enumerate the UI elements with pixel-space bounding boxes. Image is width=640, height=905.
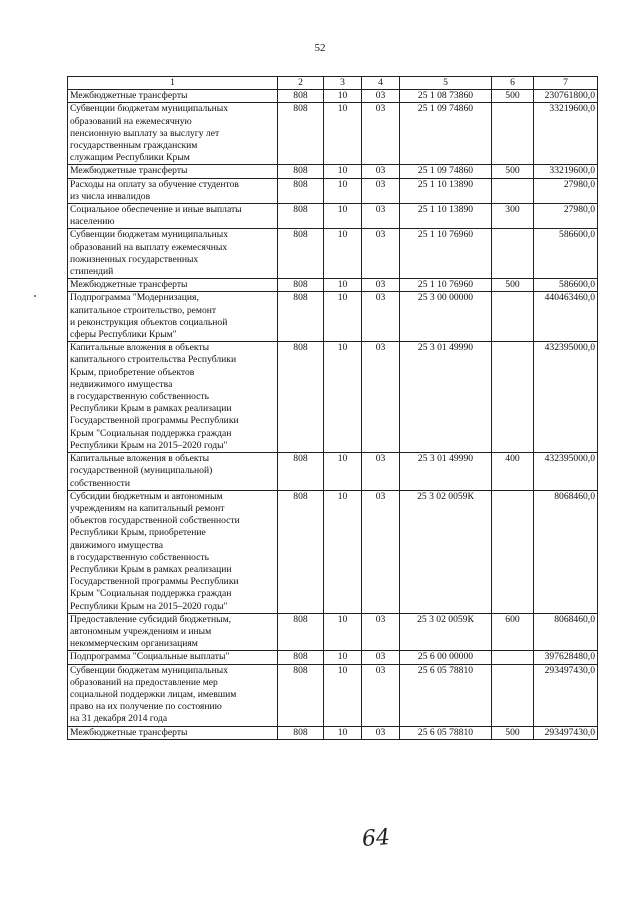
section-code-cell: 10 [324,279,362,292]
ministry-code-cell: 808 [278,664,324,726]
subsection-code-cell: 03 [362,664,400,726]
table-header-row [68,77,598,90]
ministry-code-cell: 808 [278,726,324,739]
target-item-cell: 25 1 09 74860 [400,165,492,178]
ministry-code-cell: 808 [278,490,324,613]
row-name-cell: Капитальные вложения в объекты государственной (муниципальной) собственности [68,453,278,491]
expense-type-cell: 400 [492,453,534,491]
amount-cell: 33219600,0 [534,103,598,165]
amount-cell: 586600,0 [534,279,598,292]
ministry-code-cell: 808 [278,613,324,651]
row-name-cell: Межбюджетные трансферты [68,279,278,292]
row-name-cell: Субсидии бюджетным и автономным учреждениям на капитальный ремонт объектов государственной собственности Республики Крым, приобретение движимого имущества в государственную собственность Республики Крым в рамках реализации Государственной программы Республики Крым "Социальная поддержка граждан Республики Крым на 2015–2020 годы" [68,490,278,613]
target-item-cell: 25 1 08 73860 [400,90,492,103]
target-item-cell: 25 1 09 74860 [400,103,492,165]
budget-table [67,76,598,740]
table-row [68,165,598,178]
column-header-1: 1 [68,77,278,90]
table-row [68,229,598,279]
ministry-code-cell: 808 [278,453,324,491]
column-header-4: 4 [362,77,400,90]
amount-cell: 293497430,0 [534,664,598,726]
subsection-code-cell: 03 [362,103,400,165]
column-header-7: 7 [534,77,598,90]
expense-type-cell: 300 [492,204,534,229]
subsection-code-cell: 03 [362,204,400,229]
amount-cell: 27980,0 [534,178,598,203]
amount-cell: 230761800,0 [534,90,598,103]
subsection-code-cell: 03 [362,178,400,203]
ministry-code-cell: 808 [278,103,324,165]
row-name-cell: Расходы на оплату за обучение студентов из числа инвалидов [68,178,278,203]
amount-cell: 432395000,0 [534,342,598,453]
target-item-cell: 25 3 01 49990 [400,453,492,491]
ministry-code-cell: 808 [278,229,324,279]
column-header-2: 2 [278,77,324,90]
handwritten-page-note: 64 [361,825,391,852]
ministry-code-cell: 808 [278,178,324,203]
table-row [68,178,598,203]
row-name-cell: Капитальные вложения в объекты капитального строительства Республики Крым, приобретение объектов недвижимого имущества в государственную собственность Республики Крым в рамках реализации Государственной программы Республики Крым "Социальная поддержка граждан Республики Крым на 2015–2020 годы" [68,342,278,453]
target-item-cell: 25 3 01 49990 [400,342,492,453]
target-item-cell: 25 3 00 00000 [400,292,492,342]
expense-type-cell: 500 [492,90,534,103]
section-code-cell: 10 [324,165,362,178]
expense-type-cell [492,229,534,279]
expense-type-cell [492,103,534,165]
expense-type-cell [492,490,534,613]
amount-cell: 432395000,0 [534,453,598,491]
row-name-cell: Подпрограмма "Модернизация, капитальное строительство, ремонт и реконструкция объектов социальной сферы Республики Крым" [68,292,278,342]
row-name-cell: Предоставление субсидий бюджетным, автономным учреждениям и иным некоммерческим организациям [68,613,278,651]
page-number: 52 [314,42,326,54]
subsection-code-cell: 03 [362,229,400,279]
section-code-cell: 10 [324,613,362,651]
row-name-cell: Межбюджетные трансферты [68,90,278,103]
section-code-cell: 10 [324,178,362,203]
section-code-cell: 10 [324,342,362,453]
expense-type-cell [492,664,534,726]
table-row [68,664,598,726]
target-item-cell: 25 1 10 76960 [400,229,492,279]
table-row [68,90,598,103]
section-code-cell: 10 [324,490,362,613]
table-row [68,292,598,342]
ministry-code-cell: 808 [278,279,324,292]
section-code-cell: 10 [324,651,362,664]
subsection-code-cell: 03 [362,453,400,491]
target-item-cell: 25 6 00 00000 [400,651,492,664]
amount-cell: 8068460,0 [534,490,598,613]
expense-type-cell: 500 [492,726,534,739]
row-name-cell: Субвенции бюджетам муниципальных образований на выплату ежемесячных пожизненных государственных стипендий [68,229,278,279]
row-name-cell: Субвенции бюджетам муниципальных образований на предоставление мер социальной поддержки лицам, имевшим право на их получение по состоянию на 31 декабря 2014 года [68,664,278,726]
section-code-cell: 10 [324,103,362,165]
subsection-code-cell: 03 [362,165,400,178]
section-code-cell: 10 [324,229,362,279]
ministry-code-cell: 808 [278,342,324,453]
expense-type-cell [492,651,534,664]
target-item-cell: 25 3 02 0059К [400,490,492,613]
table-row [68,342,598,453]
amount-cell: 440463460,0 [534,292,598,342]
expense-type-cell: 500 [492,165,534,178]
section-code-cell: 10 [324,664,362,726]
table-row [68,279,598,292]
ministry-code-cell: 808 [278,292,324,342]
amount-cell: 293497430,0 [534,726,598,739]
section-code-cell: 10 [324,90,362,103]
subsection-code-cell: 03 [362,342,400,453]
table-row [68,726,598,739]
target-item-cell: 25 1 10 13890 [400,204,492,229]
amount-cell: 586600,0 [534,229,598,279]
section-code-cell: 10 [324,292,362,342]
expense-type-cell [492,342,534,453]
subsection-code-cell: 03 [362,490,400,613]
ministry-code-cell: 808 [278,90,324,103]
ministry-code-cell: 808 [278,165,324,178]
table-row [68,453,598,491]
subsection-code-cell: 03 [362,651,400,664]
target-item-cell: 25 6 05 78810 [400,726,492,739]
target-item-cell: 25 1 10 13890 [400,178,492,203]
expense-type-cell [492,292,534,342]
row-name-cell: Межбюджетные трансферты [68,165,278,178]
column-header-3: 3 [324,77,362,90]
margin-mark [34,295,36,297]
target-item-cell: 25 1 10 76960 [400,279,492,292]
ministry-code-cell: 808 [278,204,324,229]
target-item-cell: 25 3 02 0059К [400,613,492,651]
amount-cell: 8068460,0 [534,613,598,651]
amount-cell: 33219600,0 [534,165,598,178]
column-header-6: 6 [492,77,534,90]
table-row [68,204,598,229]
row-name-cell: Субвенции бюджетам муниципальных образований на ежемесячную пенсионную выплату за выслугу лет государственным гражданским служащим Республики Крым [68,103,278,165]
amount-cell: 397628480,0 [534,651,598,664]
table-row [68,613,598,651]
row-name-cell: Подпрограмма "Социальные выплаты" [68,651,278,664]
section-code-cell: 10 [324,204,362,229]
expense-type-cell [492,178,534,203]
ministry-code-cell: 808 [278,651,324,664]
section-code-cell: 10 [324,453,362,491]
expense-type-cell: 600 [492,613,534,651]
row-name-cell: Межбюджетные трансферты [68,726,278,739]
table-row [68,490,598,613]
table-row [68,651,598,664]
expense-type-cell: 500 [492,279,534,292]
target-item-cell: 25 6 05 78810 [400,664,492,726]
subsection-code-cell: 03 [362,279,400,292]
subsection-code-cell: 03 [362,726,400,739]
table-row [68,103,598,165]
amount-cell: 27980,0 [534,204,598,229]
subsection-code-cell: 03 [362,90,400,103]
column-header-5: 5 [400,77,492,90]
subsection-code-cell: 03 [362,613,400,651]
row-name-cell: Социальное обеспечение и иные выплаты населению [68,204,278,229]
subsection-code-cell: 03 [362,292,400,342]
section-code-cell: 10 [324,726,362,739]
